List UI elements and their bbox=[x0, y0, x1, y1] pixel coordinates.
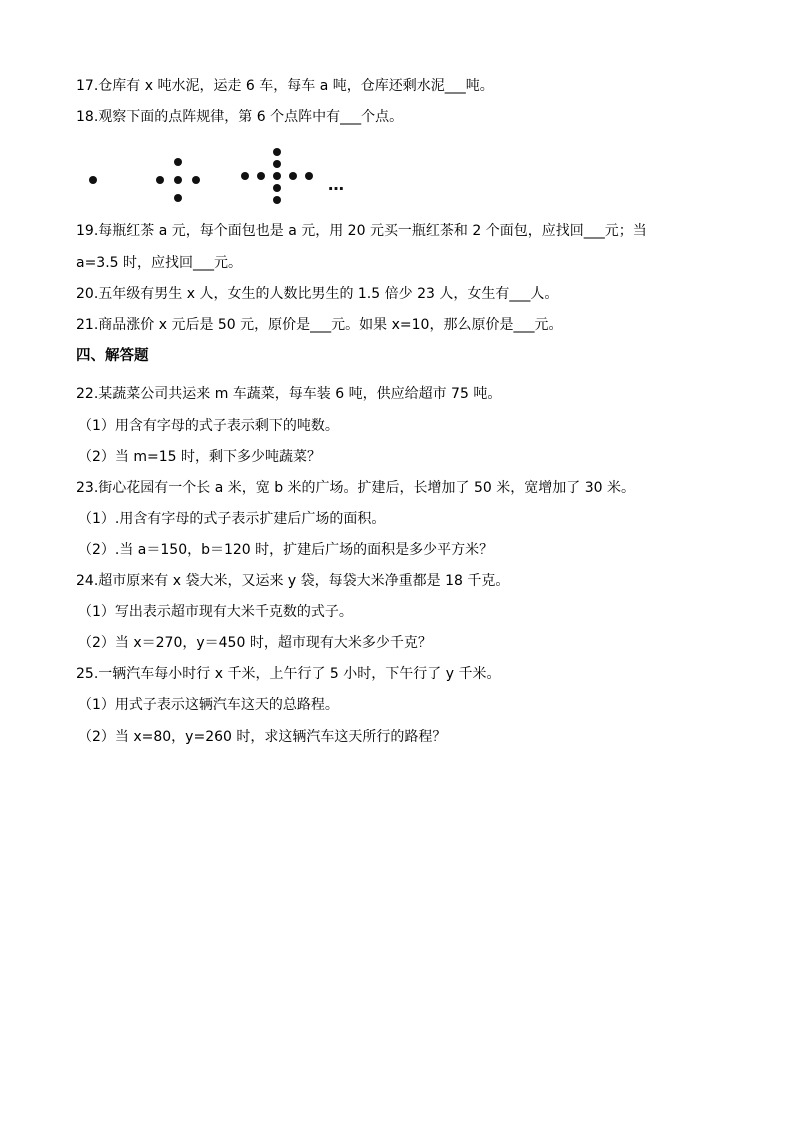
section-heading: 四、解答题 bbox=[76, 348, 149, 364]
dot bbox=[89, 176, 97, 184]
dot bbox=[273, 160, 281, 168]
question-24-part-2: （2）当 x＝270，y＝450 时，超市现有大米多少千克？ bbox=[78, 635, 432, 651]
dot bbox=[192, 176, 200, 184]
question-20: 20.五年级有男生 x 人，女生的人数比男生的 1.5 倍少 23 人，女生有___人。 bbox=[76, 286, 559, 302]
question-23-part-2: （2）.当 a＝150，b＝120 时，扩建后广场的面积是多少平方米？ bbox=[78, 542, 494, 558]
question-19-line1: 19.每瓶红茶 a 元，每个面包也是 a 元，用 20 元买一瓶红茶和 2 个面包，应找回___元；当 bbox=[76, 223, 647, 239]
question-25-part-1: （1）用式子表示这辆汽车这天的总路程。 bbox=[78, 697, 339, 713]
question-17: 17.仓库有 x 吨水泥，运走 6 车，每车 a 吨，仓库还剩水泥___吨。 bbox=[76, 78, 494, 94]
dot bbox=[273, 184, 281, 192]
question-24: 24.超市原来有 x 袋大米，又运来 y 袋，每袋大米净重都是 18 千克。 bbox=[76, 573, 510, 589]
question-22-part-1: （1）用含有字母的式子表示剩下的吨数。 bbox=[78, 418, 339, 434]
question-23-part-1: （1）.用含有字母的式子表示扩建后广场的面积。 bbox=[78, 511, 386, 527]
question-22-part-2: （2）当 m=15 时，剩下多少吨蔬菜？ bbox=[78, 449, 321, 465]
dot bbox=[273, 172, 281, 180]
question-21: 21.商品涨价 x 元后是 50 元，原价是___元。如果 x=10，那么原价是___元。 bbox=[76, 317, 563, 333]
ellipsis: … bbox=[328, 175, 344, 194]
question-19-line2: a=3.5 时，应找回___元。 bbox=[76, 255, 243, 271]
dot bbox=[289, 172, 297, 180]
question-25: 25.一辆汽车每小时行 x 千米，上午行了 5 小时，下午行了 y 千米。 bbox=[76, 666, 501, 682]
dot bbox=[174, 176, 182, 184]
question-22: 22.某蔬菜公司共运来 m 车蔬菜，每车装 6 吨，供应给超市 75 吨。 bbox=[76, 386, 502, 402]
question-24-part-1: （1）写出表示超市现有大米千克数的式子。 bbox=[78, 604, 353, 620]
question-23: 23.街心花园有一个长 a 米，宽 b 米的广场。扩建后，长增加了 50 米，宽增加了 30 米。 bbox=[76, 480, 635, 496]
question-25-part-2: （2）当 x=80，y=260 时，求这辆汽车这天所行的路程？ bbox=[78, 729, 447, 745]
question-18: 18.观察下面的点阵规律，第 6 个点阵中有___个点。 bbox=[76, 109, 404, 125]
dot bbox=[156, 176, 164, 184]
dot bbox=[257, 172, 265, 180]
dot-pattern-figure bbox=[80, 145, 370, 207]
dot bbox=[305, 172, 313, 180]
dot bbox=[174, 194, 182, 202]
dot bbox=[174, 158, 182, 166]
dot bbox=[273, 148, 281, 156]
dot bbox=[241, 172, 249, 180]
dot bbox=[273, 196, 281, 204]
